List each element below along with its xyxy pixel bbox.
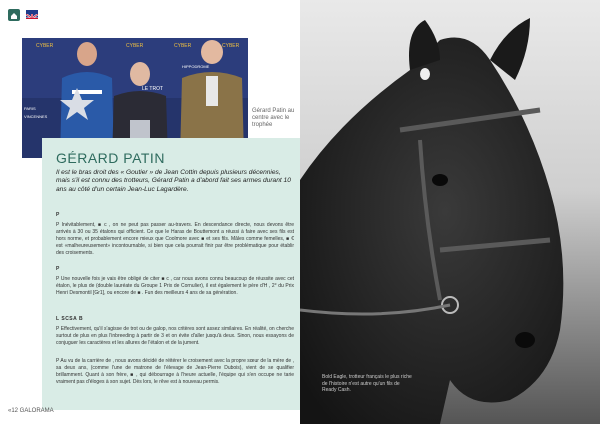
home-icon[interactable] (8, 9, 20, 21)
paragraph: P Effectivement, qu'il s'agisse de trot ou de galop, nos critères sont assez similaires. En réalité, on cherche surtout de plus en plus l'inbreeding à partir de 3 et on évite d'aller jusqu'à deux. Sinon, nous essayons de conjuguer les caractères et les allures de l'étalon et de la jument. (56, 326, 294, 346)
paragraph: P Une nouvelle fois je vais être obligé de citer ■ c , car nous avons connu beaucoup de réussite avec cet étalon, le plus de (double lauréate du Groupe 1 Prix de Cornulier), il est également le père d'H , 2° du Prix Henri Desmontil [Gr1], ou encore de ■ . Fun des meilleurs 4 ans de sa génération. (56, 276, 294, 296)
subhead: P (56, 212, 60, 218)
photo-caption: Gérard Patin au centre avec le trophée (252, 108, 295, 128)
svg-text:CYBER: CYBER (126, 43, 144, 49)
svg-text:CYBER: CYBER (222, 43, 240, 49)
article-lead: Il est le bras droit des « Goutier » de Jean Cottin depuis plusieurs décennies, mais s'il est connu des trotteurs, Gérard Patin a d'abord fait ses armes durant 10 ans au côté d'un certain Jean-Luc Lagardère. (56, 169, 291, 193)
paragraph: P Inévitablement, ■ c , on ne peut pas passer au-travers. En descendance directe, nous devons être arrivés à 30 ou 35 étalons qui officient. Ce que le Haras de Bouttemont a réussi à faire avec ses fils est hors norme, et probablement encore mieux que Coolmore avec ■ et ses fils. Mâles comme femelles, ■ € est «malheureusement» incontournable, si bien que cela pourrait finir par être problématique pour établir des croisements. (56, 222, 294, 256)
svg-text:PARIS: PARIS (24, 106, 36, 111)
uk-flag-icon[interactable] (26, 10, 38, 19)
article-title: GÉRARD PATIN (56, 150, 165, 166)
page-footer: «12 GALORAMA (8, 408, 54, 414)
svg-text:VINCENNES: VINCENNES (24, 114, 48, 119)
subhead: L SCSA B (56, 316, 84, 322)
svg-text:CYBER: CYBER (174, 43, 192, 49)
paragraph: P Au vu de la carrière de , nous avons décidé de réitérer le croisement avec la propre sœur de la mère de , sa deux ans, (comme l'une de matrone de l'élevage de Jean-Pierre Dubois), vient de se qualifier brillamment. Quant à son frère, ■ , qui débourrage à l'heure actuelle, l'équipe qui s'en occupe ne tarie vraiment pas d'éloges à son sujet. Dès lors, le rêve est à nouveau permis. (56, 358, 294, 385)
horse-photo (300, 0, 600, 424)
svg-text:LE TROT: LE TROT (142, 86, 164, 92)
subhead: P (56, 266, 60, 272)
sponsor-text: CYBER (36, 43, 54, 49)
horse-caption: Bold Eagle, trotteur français le plus riche de l'histoire n'est autre qu'un fils de Ready Cash. (322, 374, 412, 393)
svg-text:HIPPODROME: HIPPODROME (182, 64, 210, 69)
